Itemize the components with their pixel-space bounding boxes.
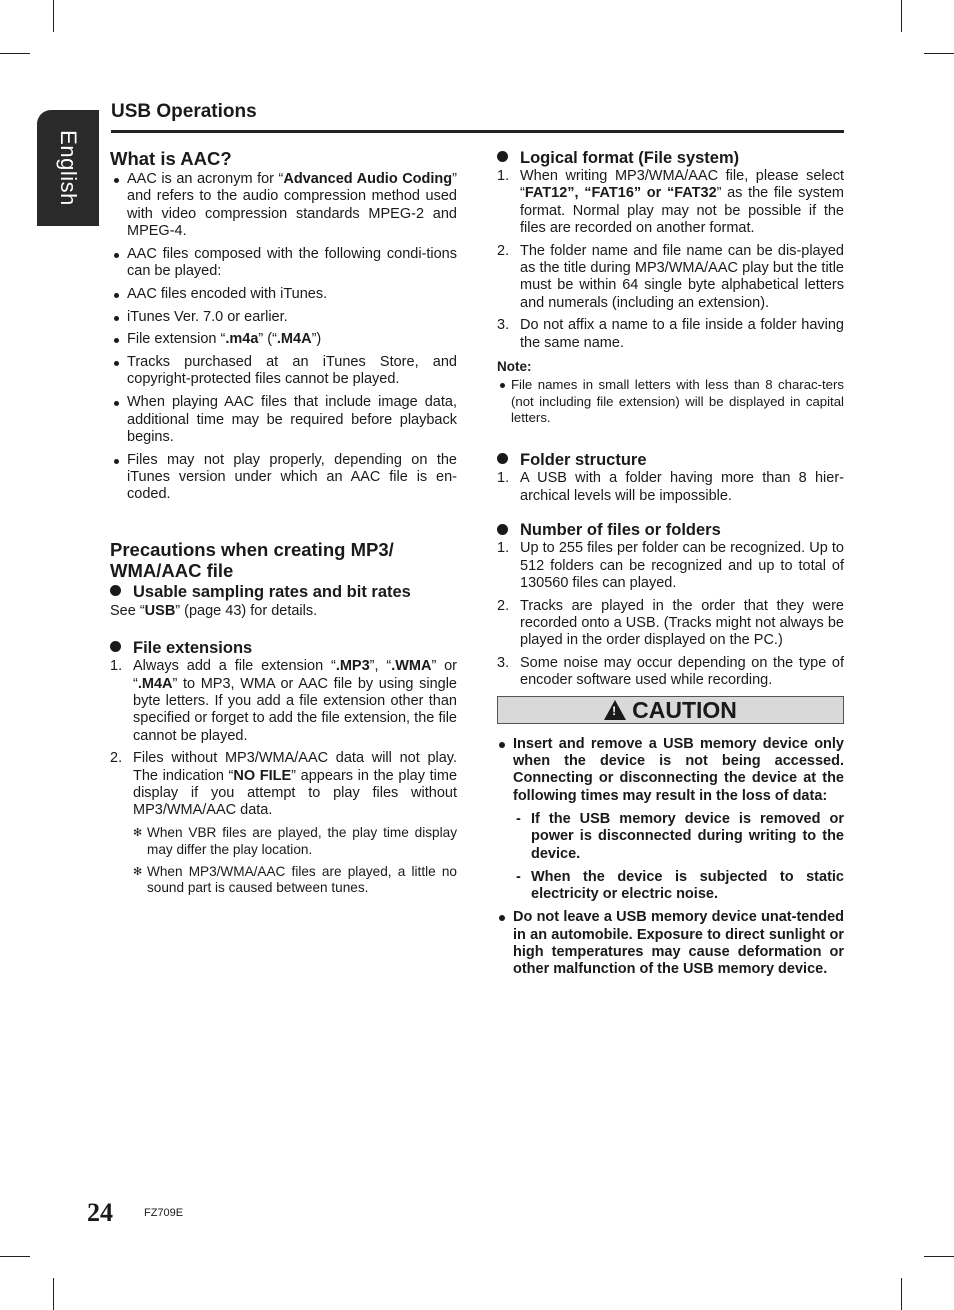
what-is-aac-heading: What is AAC? — [110, 148, 232, 169]
right-column — [497, 148, 844, 985]
list-item: 1. Always add a file extension “.MP3”, “.WMA” or “.M4A” to MP3, WMA or AAC file by using single byte letters. If you add a file extension other than specified or forget to add the file extension, the file cannot be played. — [110, 658, 458, 744]
crop-mark — [924, 1256, 954, 1257]
language-tab — [37, 110, 99, 226]
left-column — [110, 148, 457, 902]
list-item: 1. Up to 255 files per folder can be recognized. Up to 512 folders can be recognized and up to total of 130560 files can played. — [497, 540, 844, 591]
bullet-dot-icon — [497, 151, 508, 162]
list-item: - If the USB memory device is removed or power is disconnected during writing to the device. — [516, 810, 844, 862]
list-item: AAC files encoded with iTunes. — [110, 286, 457, 303]
list-item: File names in small letters with less than 8 charac-ters (not including file extension) will be displayed in capital letters. — [497, 377, 844, 427]
note-label: Note: — [497, 358, 532, 374]
warning-icon: ! — [604, 700, 626, 720]
bullet-dot-icon — [497, 453, 508, 464]
file-extensions-heading: File extensions — [110, 638, 457, 658]
sampling-heading: Usable sampling rates and bit rates — [110, 582, 457, 602]
list-item: 2. The folder name and file name can be dis-played as the title during MP3/WMA/AAC play but the title must be within 64 single byte alphabetical letters and numerals (including an extension). — [497, 242, 844, 311]
sampling-text: See “USB” (page 43) for details. — [110, 603, 318, 620]
list-item: When playing AAC files that include image data, additional time may be required before playback begins. — [110, 394, 457, 446]
list-item: Files may not play properly, depending on the iTunes version under which an AAC file is en-coded. — [110, 452, 457, 504]
list-item: 3. Some noise may occur depending on the type of encoder software used while recording. — [497, 655, 844, 689]
crop-mark — [53, 0, 54, 32]
bullet-dot-icon — [110, 641, 121, 652]
caution-sub-list — [513, 811, 844, 903]
list-item: Tracks purchased at an iTunes Store, and copyright-protected files cannot be played. — [110, 354, 457, 389]
list-item: Insert and remove a USB memory device only when the device is not being accessed. Connecting or disconnecting the device at the following times may result in the loss of data: - If the USB memory device is removed or power is disconnected during writing to the device. - When the device is subjected to static electricity or electric noise. — [497, 736, 844, 904]
bullet-dot-icon — [110, 585, 121, 596]
crop-mark — [901, 1278, 902, 1310]
precautions-heading: Precautions when creating MP3/ WMA/AAC file — [110, 539, 394, 582]
list-item: Do not leave a USB memory device unat-tended in an automobile. Exposure to direct sunlight or high temperatures may cause deformation or other malfunction of the USB memory device. — [497, 909, 844, 978]
language-tab-label: English — [56, 130, 81, 206]
list-item: 2. Files without MP3/WMA/AAC data will not play. The indication “NO FILE” appears in the play time display if you attempt to play files without MP3/WMA/AAC data. — [110, 750, 458, 819]
crop-mark — [0, 53, 30, 54]
list-item: iTunes Ver. 7.0 or earlier. — [110, 309, 457, 326]
list-item: AAC files composed with the following condi-tions can be played: — [110, 246, 457, 281]
list-item: - When the device is subjected to static electricity or electric noise. — [516, 868, 844, 903]
list-item: 1. A USB with a folder having more than 8 hier-archical levels will be impossible. — [497, 470, 844, 504]
extensions-list — [110, 658, 457, 819]
number-of-files-list — [497, 540, 844, 689]
aac-bullet-list — [110, 171, 457, 504]
model-code: FZ709E — [144, 1207, 184, 1219]
list-item: ✻ When VBR files are played, the play time display may differ the play location. — [133, 825, 457, 857]
number-of-files-heading: Number of files or folders — [497, 520, 844, 540]
crop-mark — [901, 0, 902, 32]
note-list — [497, 377, 844, 427]
folder-structure-list — [497, 470, 844, 505]
list-item: 2. Tracks are played in the order that they were recorded onto a USB. (Tracks might not always be played in the order displayed on the PC.) — [497, 597, 844, 649]
list-item: File extension “.m4a” (“.M4A”) — [110, 331, 457, 348]
caution-banner — [497, 696, 844, 724]
star-note-list — [110, 825, 457, 897]
crop-mark — [0, 1256, 30, 1257]
title-rule — [111, 130, 844, 133]
folder-structure-heading: Folder structure — [497, 450, 844, 470]
crop-mark — [924, 53, 954, 54]
bullet-dot-icon — [497, 524, 508, 535]
list-item: 3. Do not affix a name to a file inside a folder having the same name. — [497, 317, 844, 351]
section-title: USB Operations — [111, 101, 257, 122]
logical-format-heading: Logical format (File system) — [497, 148, 844, 168]
caution-title: CAUTION — [632, 696, 737, 723]
list-item: ✻ When MP3/WMA/AAC files are played, a little no sound part is caused between tunes. — [133, 863, 457, 896]
list-item: AAC is an acronym for “Advanced Audio Coding” and refers to the audio compression method used with video compression standards MPEG-2 and MPEG-4. — [110, 171, 457, 240]
crop-mark — [53, 1278, 54, 1310]
caution-list — [497, 736, 844, 979]
page-number: 24 — [87, 1198, 113, 1227]
list-item: 1. When writing MP3/WMA/AAC file, please select “FAT12”, “FAT16” or “FAT32” as the file system format. Normal play may not be possible if the files are recorded on another format. — [497, 168, 844, 236]
logical-format-list — [497, 168, 844, 352]
